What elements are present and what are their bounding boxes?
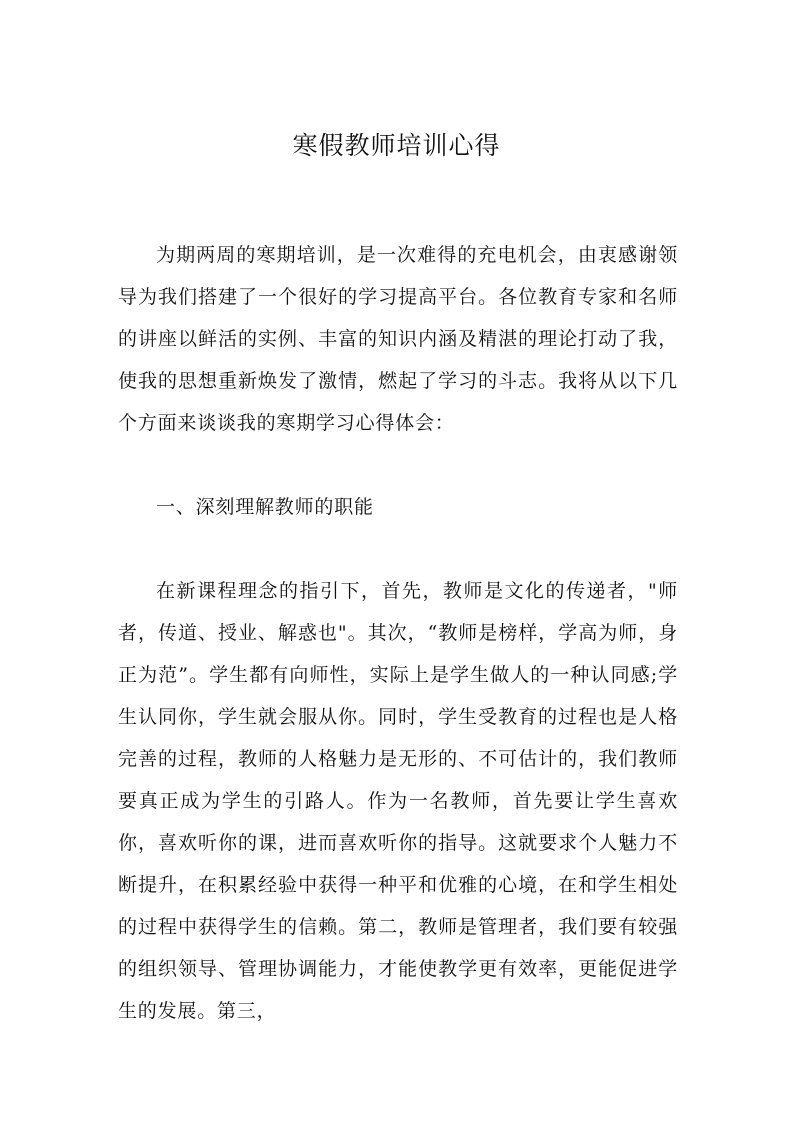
document-body bbox=[118, 234, 678, 1032]
section-paragraph: 在新课程理念的指引下，首先，教师是文化的传递者，"师者，传道、授业、解惑也"。其次，“教师是榜样，学高为师，身正为范”。学生都有向师性，实际上是学生做人的一种认同感;学生认同你，学生就会服从你。同时，学生受教育的过程也是人格完善的过程，教师的人格魅力是无形的、不可估计的，我们教师要真正成为学生的引路人。作为一名教师，首先要让学生喜欢你，喜欢听你的课，进而喜欢听你的指导。这就要求个人魅力不断提升，在积累经验中获得一种平和优雅的心境，在和学生相处的过程中获得学生的信赖。第二，教师是管理者，我们要有较强的组织领导、管理协调能力，才能使教学更有效率，更能促进学生的发展。第三， bbox=[118, 580, 678, 1022]
document-title: 寒假教师培训心得 bbox=[292, 131, 501, 160]
paragraph-spacer bbox=[118, 444, 678, 486]
intro-paragraph: 为期两周的寒期培训，是一次难得的充电机会，由衷感谢领导为我们搭建了一个很好的学习提高平台。各位教育专家和名师的讲座以鲜活的实例、丰富的知识内涵及精湛的理论打动了我，使我的思想重新焕发了激情，燃起了学习的斗志。我将从以下几个方面来谈谈我的寒期学习心得体会： bbox=[118, 244, 678, 434]
paragraph-spacer bbox=[118, 528, 678, 570]
section-heading: 一、深刻理解教师的职能 bbox=[156, 496, 374, 518]
